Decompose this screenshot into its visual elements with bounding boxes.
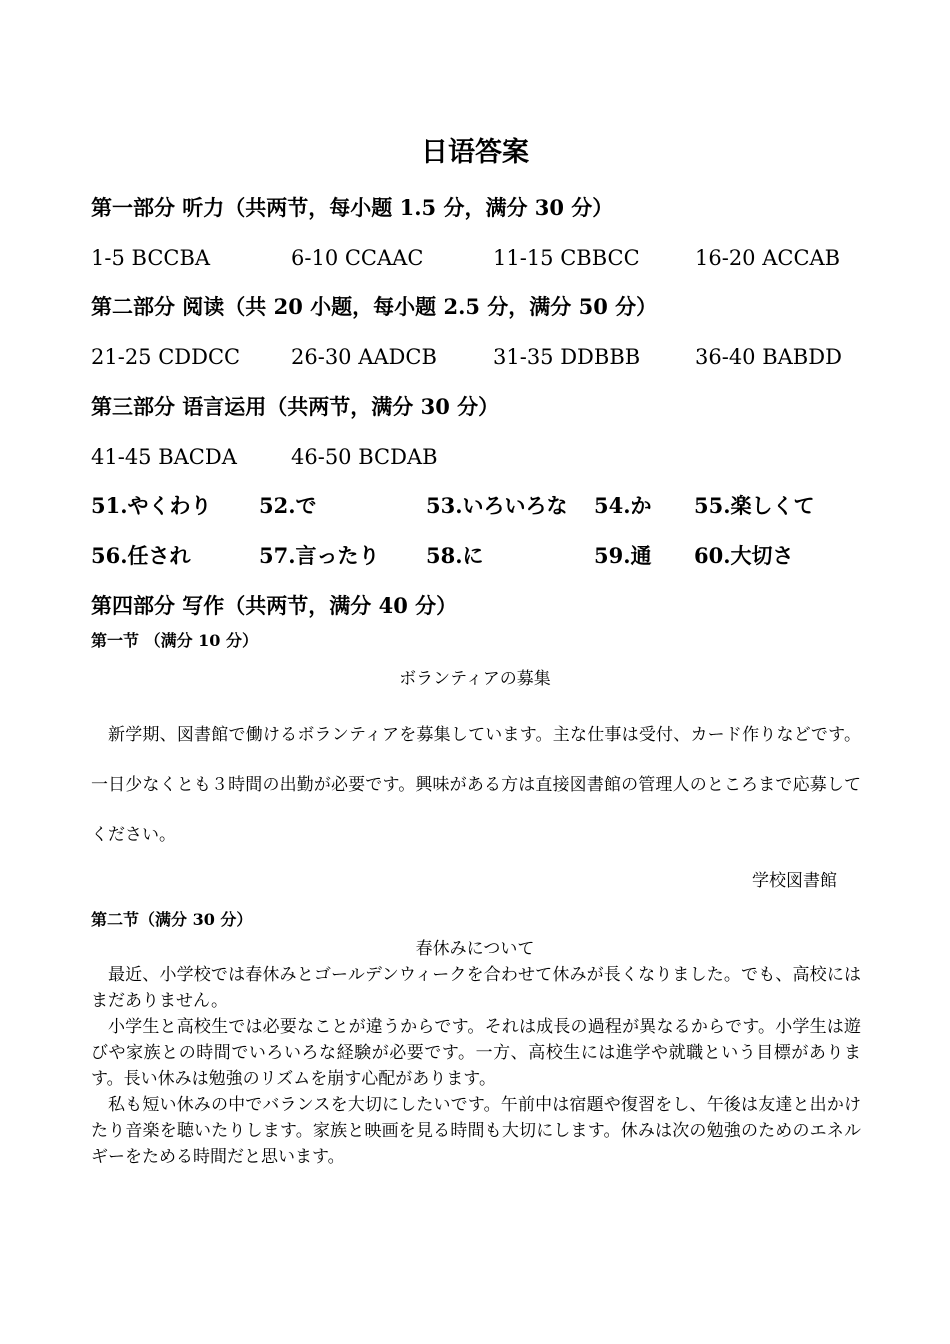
fill-answer: 60.大切さ bbox=[694, 543, 794, 568]
part2-answer-row bbox=[91, 341, 891, 373]
answer-group: 26-30 AADCB bbox=[291, 345, 437, 369]
part1-heading: 第一部分 听力（共两节，每小题 1.5 分，满分 30 分） bbox=[91, 195, 614, 220]
essay-body bbox=[91, 962, 861, 1170]
notice-signature: 学校図書館 bbox=[752, 871, 837, 891]
fill-answer: 58.に bbox=[426, 543, 484, 568]
answer-group: 11-15 CBBCC bbox=[493, 246, 640, 270]
part3-heading: 第三部分 语言运用（共两节，满分 30 分） bbox=[91, 394, 500, 419]
answer-group: 41-45 BACDA bbox=[91, 445, 237, 469]
fill-answer: 52.で bbox=[259, 493, 317, 518]
fill-answer: 59.通 bbox=[594, 543, 652, 568]
essay-paragraph: 小学生と高校生では必要なことが違うからです。それは成長の過程が異なるからです。小学生は遊びや家族との時間でいろいろな経験が必要です。一方、高校生には進学や就職という目標があります。長い休みは勉強のリズムを崩す心配があります。 bbox=[91, 1017, 861, 1089]
fill-answer: 56.任され bbox=[91, 543, 191, 568]
answer-group: 36-40 BABDD bbox=[695, 345, 842, 369]
fill-answer-row-1 bbox=[91, 489, 891, 523]
answer-group: 6-10 CCAAC bbox=[291, 246, 424, 270]
part3-answer-row bbox=[91, 441, 891, 473]
section1-heading: 第一节 （满分 10 分） bbox=[91, 631, 258, 650]
essay-paragraph: 最近、小学校では春休みとゴールデンウィークを合わせて休みが長くなりました。でも、高校にはまだありません。 bbox=[91, 965, 861, 1011]
section2-heading: 第二节（满分 30 分） bbox=[91, 910, 253, 929]
part1-answer-row bbox=[91, 242, 891, 274]
part4-heading: 第四部分 写作（共两节，满分 40 分） bbox=[91, 593, 458, 618]
answer-group: 31-35 DDBBB bbox=[493, 345, 641, 369]
fill-answer: 53.いろいろな bbox=[426, 493, 568, 518]
fill-answer: 54.か bbox=[594, 493, 652, 518]
page-title: 日语答案 bbox=[421, 137, 529, 168]
answer-group: 16-20 ACCAB bbox=[695, 246, 841, 270]
answer-group: 1-5 BCCBA bbox=[91, 246, 211, 270]
notice-body: 新学期、図書館で働けるボランティアを募集しています。主な仕事は受付、カード作りなどです。一日少なくとも３時間の出勤が必要です。興味がある方は直接図書館の管理人のところまで応募してください。 bbox=[91, 725, 861, 845]
essay-title: 春休みについて bbox=[415, 939, 535, 959]
fill-answer: 51.やくわり bbox=[91, 493, 212, 518]
answer-group: 46-50 BCDAB bbox=[291, 445, 438, 469]
fill-answer: 57.言ったり bbox=[259, 543, 380, 568]
fill-answer: 55.楽しくて bbox=[694, 493, 815, 518]
essay-paragraph: 私も短い休みの中でバランスを大切にしたいです。午前中は宿題や復習をし、午後は友達と出かけたり音楽を聴いたりします。家族と映画を見る時間も大切にします。休みは次の勉強のためのエネルギーをためる時間だと思います。 bbox=[91, 1095, 861, 1167]
fill-answer-row-2 bbox=[91, 539, 891, 573]
part2-heading: 第二部分 阅读（共 20 小题，每小题 2.5 分，满分 50 分） bbox=[91, 294, 658, 319]
answer-group: 21-25 CDDCC bbox=[91, 345, 241, 369]
notice-title: ボランティアの募集 bbox=[399, 669, 551, 689]
